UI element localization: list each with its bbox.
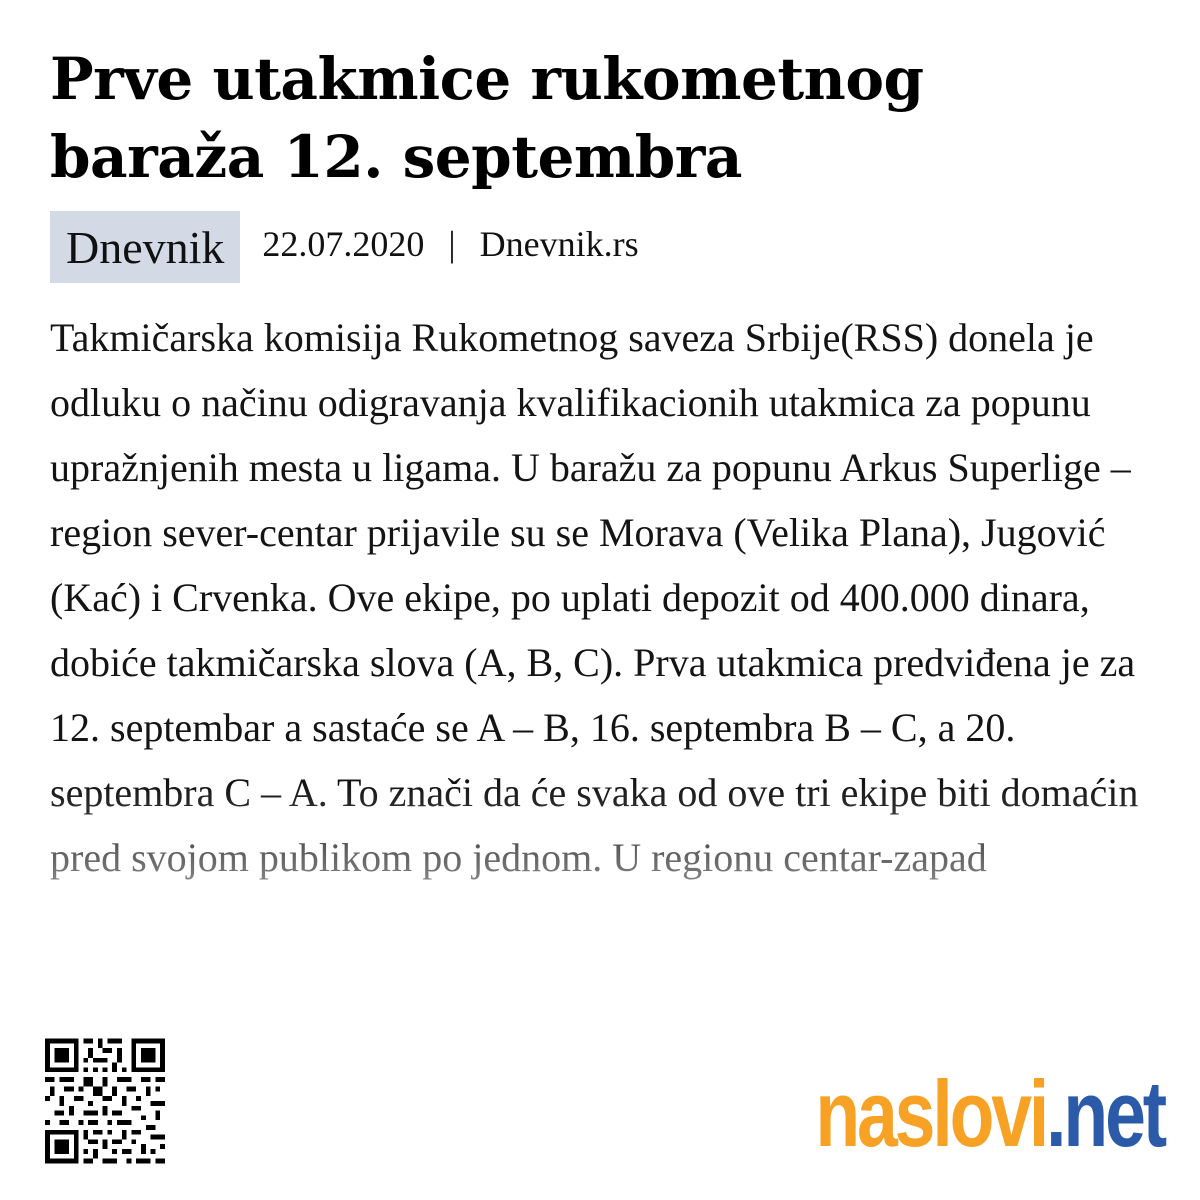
source-site[interactable]: Dnevnik.rs xyxy=(479,224,639,264)
source-badge[interactable]: Dnevnik xyxy=(50,211,240,283)
publish-date: 22.07.2020 xyxy=(262,224,425,264)
naslovi-logo[interactable] xyxy=(815,1060,1164,1170)
article-body: Takmičarska komisija Rukometnog saveza Srbije(RSS) donela je odluku o načinu odigravanja kvalifikacionih utakmica za popunu upražnjenih mesta u ligama. U baražu za popunu Arkus Superlige – region sever-centar prijavile su se Morava (Velika Plana), Jugović (Kać) i Crvenka. Ove ekipe, po uplati depozit od 400.000 dinara, dobiće takmičarska slova (A, B, C). Prva utakmica predviđena je za 12. septembar a sastaće se A – B, 16. septembra B – C, a 20. septembra C – A. To znači da će svaka od ove tri ekipe biti domaćin pred svojom publikom po jednom. U regionu centar-zapad xyxy=(50,305,1160,1005)
meta-separator: | xyxy=(448,224,456,264)
logo-net: .net xyxy=(1046,1061,1164,1166)
article-title: Prve utakmice rukometnog baraža 12. septembra xyxy=(50,45,924,191)
meta-line xyxy=(262,223,638,265)
qr-code-icon xyxy=(45,1038,165,1164)
logo-naslovi: naslovi xyxy=(815,1061,1047,1166)
article-meta xyxy=(50,211,639,283)
